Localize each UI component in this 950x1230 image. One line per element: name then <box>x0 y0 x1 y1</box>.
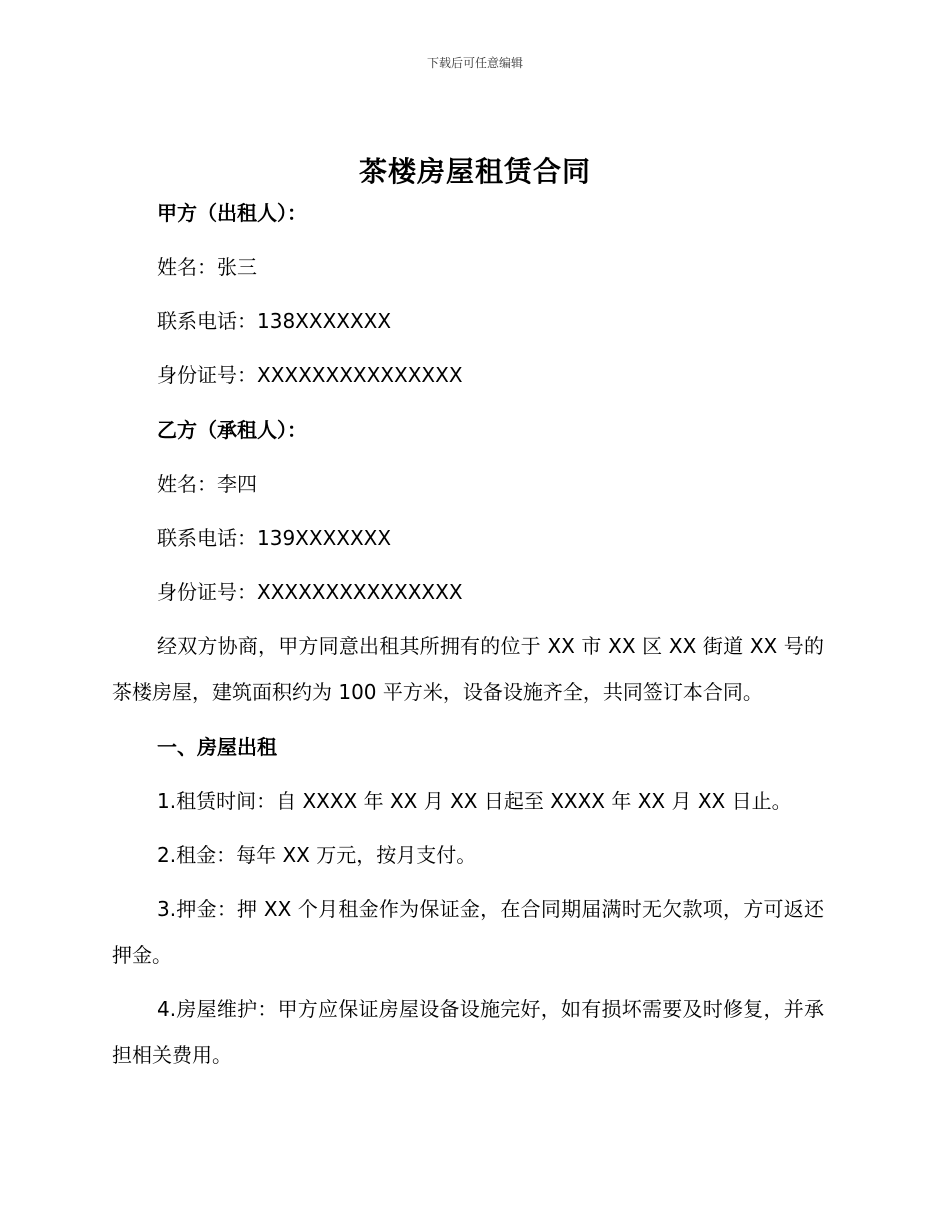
header-note: 下载后可任意编辑 <box>426 56 523 70</box>
party-b-name: 姓名：李四 <box>157 472 257 496</box>
party-a-id-number: 身份证号：XXXXXXXXXXXXXXX <box>157 363 463 387</box>
section-1-item-1: 1.租赁时间：自 XXXX 年 XX 月 XX 日起至 XXXX 年 XX 月 XX 日止。 <box>157 789 792 813</box>
party-a-heading: 甲方（出租人）： <box>157 201 307 225</box>
party-b-id-number: 身份证号：XXXXXXXXXXXXXXX <box>157 580 463 604</box>
section-1-item-3: 3.押金：押 XX 个月租金作为保证金，在合同期届满时无欠款项，方可返还押金。 <box>112 897 824 967</box>
party-b-phone: 联系电话：139XXXXXXX <box>157 526 392 550</box>
section-1-item-2: 2.租金：每年 XX 万元，按月支付。 <box>157 843 477 867</box>
party-a-name: 姓名：张三 <box>157 255 257 279</box>
party-b-heading: 乙方（承租人）： <box>157 418 307 442</box>
section-1-item-4: 4.房屋维护：甲方应保证房屋设备设施完好，如有损坏需要及时修复，并承担相关费用。 <box>112 997 824 1067</box>
intro-paragraph: 经双方协商，甲方同意出租其所拥有的位于 XX 市 XX 区 XX 街道 XX 号的茶楼房屋，建筑面积约为 100 平方米，设备设施齐全，共同签订本合同。 <box>112 634 824 704</box>
party-a-phone: 联系电话：138XXXXXXX <box>157 309 392 333</box>
section-1-heading: 一、房屋出租 <box>157 735 277 759</box>
document-title: 茶楼房屋租赁合同 <box>358 155 591 188</box>
